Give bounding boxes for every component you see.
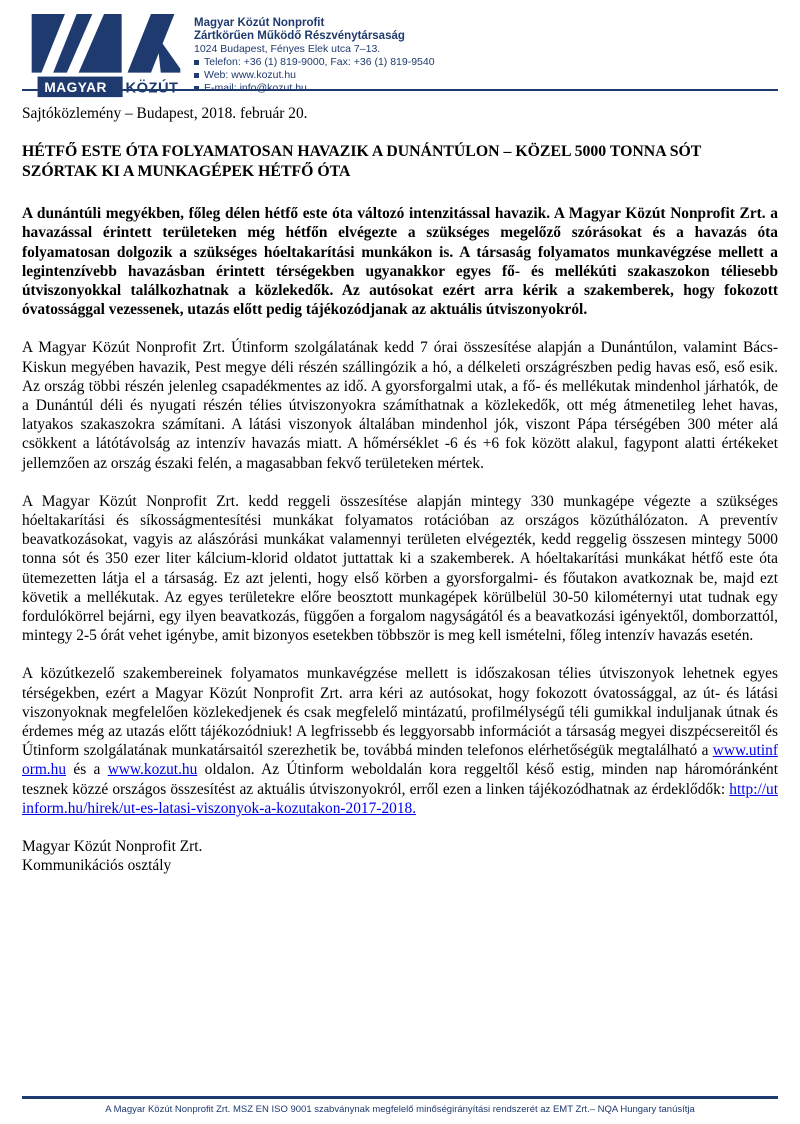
closing-text-2: és a xyxy=(66,761,108,779)
dateline: Sajtóközlemény – Budapest, 2018. február 20. xyxy=(22,105,308,122)
closing-text-1: A közútkezelő szakembereinek folyamatos munkavégzése mellett is időszakosan télies útviszonyok lehetnek egyes térségekben, ezért a Magyar Közút Nonprofit Zrt. arra kéri az autósokat, hogy fokozott óvatossággal, az út- és látási viszonyoknak megfelelően közlekedjenek és csak megfelelő mintázatú, profilmélységű téli gumikkal induljanak útnak és érdemes még az utazás előtt tájékozódniuk! A legfrissebb és leggyorsabb információt a társaság megyei diszpécsereitől és Útinform szolgálatának munkatársaitól szerezhetik be, továbbá minden telefonos elérhetőségük megtalálható a xyxy=(22,665,778,760)
road-conditions-link[interactable]: http://utinform.hu/hirek/ut-es-latasi-viszonyok-a-kozutakon-2017-2018. xyxy=(22,780,778,817)
company-phone-text: Telefon: +36 (1) 819-9000, Fax: +36 (1) 819-9540 xyxy=(204,56,435,68)
company-web-line xyxy=(194,69,435,82)
closing-text-3: oldalon. Az Útinform weboldalán kora reggeltől késő estig, minden nap háromóránként tesznek közzé országos összesítést az aktuális útviszonyokról, erről ezen a linken tájékozódhatnak az érdeklődők: xyxy=(22,761,778,798)
lead-paragraph: A dunántúli megyékben, főleg délen hétfő este óta változó intenzitással havazik. A Magyar Közút Nonprofit Zrt. a havazással érintett területeken még hétfőn elvégezte a szükséges megelőző szórásokat és a havazás óta folyamatosan dolgozik a szükséges hóeltakarítási munkákon is. A társaság folyamatos munkavégzése mellett a legintenzívebb havazásban érintett térségekben ugyanakkor egyes fő- és mellékúti szakaszokon téliesebb útviszonyokkal találkozhatnak a közlekedők. Az autósokat ezért arra kérik a szakemberek, hogy fokozott óvatossággal vezessenek, utazás előtt pedig tájékozódjanak az aktuális útviszonyokról. xyxy=(22,205,778,319)
logo-word-kozut: KÖZÚT xyxy=(125,80,179,97)
company-address: 1024 Budapest, Fényes Elek utca 7–13. xyxy=(194,43,381,55)
company-web-text: Web: www.kozut.hu xyxy=(204,69,297,81)
company-info-block xyxy=(194,14,435,95)
company-name-line2: Zártkörűen Működő Részvénytársaság xyxy=(194,30,405,42)
footer-certification-text: A Magyar Közút Nonprofit Zrt. MSZ EN ISO 9001 szabványnak megfelelő minőségirányítási rendszerét az EMT Zrt.– NQA Hungary tanúsítja xyxy=(105,1104,695,1115)
footer xyxy=(22,1096,778,1116)
kozut-link[interactable]: www.kozut.hu xyxy=(107,761,198,779)
signature-block xyxy=(22,837,778,875)
title-line-2: SZÓRTAK KI A MUNKAGÉPEK HÉTFŐ ÓTA xyxy=(22,163,351,181)
body-paragraph-3 xyxy=(22,664,778,818)
company-email-line xyxy=(194,82,435,95)
square-bullet-icon xyxy=(194,86,199,91)
company-phone-line xyxy=(194,56,435,69)
document-body xyxy=(22,104,778,876)
footer-divider xyxy=(22,1096,778,1099)
signature-company: Magyar Közút Nonprofit Zrt. xyxy=(22,838,203,856)
square-bullet-icon xyxy=(194,60,199,65)
square-bullet-icon xyxy=(194,73,199,78)
company-email-text: E-mail: info@kozut.hu xyxy=(204,82,307,94)
magyar-kozut-logo xyxy=(30,14,182,102)
logo-word-magyar: MAGYAR xyxy=(44,80,107,96)
body-paragraph-1: A Magyar Közút Nonprofit Zrt. Útinform szolgálatának kedd 7 órai összesítése alapján a Dunántúlon, valamint Bács-Kiskun megyében havazik, Pest megye déli részén szállingózik a hó, a délkeleti országrészben pedig havas eső, eső esik. Az ország többi részén jelenleg csapadékmentes az idő. A gyorsforgalmi utak, a fő- és mellékutak mindenhol járhatók, de a Dunántúl déli és nyugati részén télies útviszonyokra számíthatnak a közlekedők, ott még átmenetileg lehet havas, latyakos szakaszokra számítani. A látási viszonyok általában mindenhol jók, viszont Pápa térségében 300 méter alá csökkent a látótávolság az intenzív havazás miatt. A hőmérséklet -6 és +6 fok között alakul, fagypont alatti értékeket jellemzően az ország északi felén, a magasabban fekvő területeken mértek. xyxy=(22,339,778,472)
utinform-link[interactable]: www.utinform.hu xyxy=(22,742,778,779)
page-title xyxy=(22,142,778,182)
signature-department: Kommunikációs osztály xyxy=(22,857,172,875)
title-line-1: HÉTFŐ ESTE ÓTA FOLYAMATOSAN HAVAZIK A DUNÁNTÚLON – KÖZEL 5000 TONNA SÓT xyxy=(22,143,702,161)
company-name-line1: Magyar Közút Nonprofit xyxy=(194,17,325,29)
letterhead xyxy=(0,0,800,97)
mk-monogram-icon xyxy=(32,14,181,73)
body-paragraph-2: A Magyar Közút Nonprofit Zrt. kedd reggeli összesítése alapján mintegy 330 munkagépe végezte a szükséges hóeltakarítási és síkosságmentesítési munkákat folyamatos rotációban az országos közúthálózaton. A preventív beavatkozásokat, vagyis az alászórási munkákat valamennyi területen elvégezték, kedd reggelig összesen mintegy 5000 tonna sót és 350 ezer liter kálcium-klorid oldatot juttattak ki a szakemberek. A hóeltakarítási munkákat hétfő este óta ütemezetten látja el a társaság. Ez azt jelenti, hogy első körben a gyorsforgalmi- és főutakon avatkoznak be, majd ezt követik a mellékutak. Az egyes területekre előre beosztott munkagépek körülbelül 30-50 kilométernyi utat tudnak egy fordulókörrel bejárni, egy ilyen beavatkozás, függően a forgalom nagyságától és a beavatkozási igényektől, domborzattól, mintegy 2-5 órát vehet igénybe, amit bizonyos esetekben többször is meg kell ismételni, főleg intenzív havazás esetén. xyxy=(22,492,778,645)
